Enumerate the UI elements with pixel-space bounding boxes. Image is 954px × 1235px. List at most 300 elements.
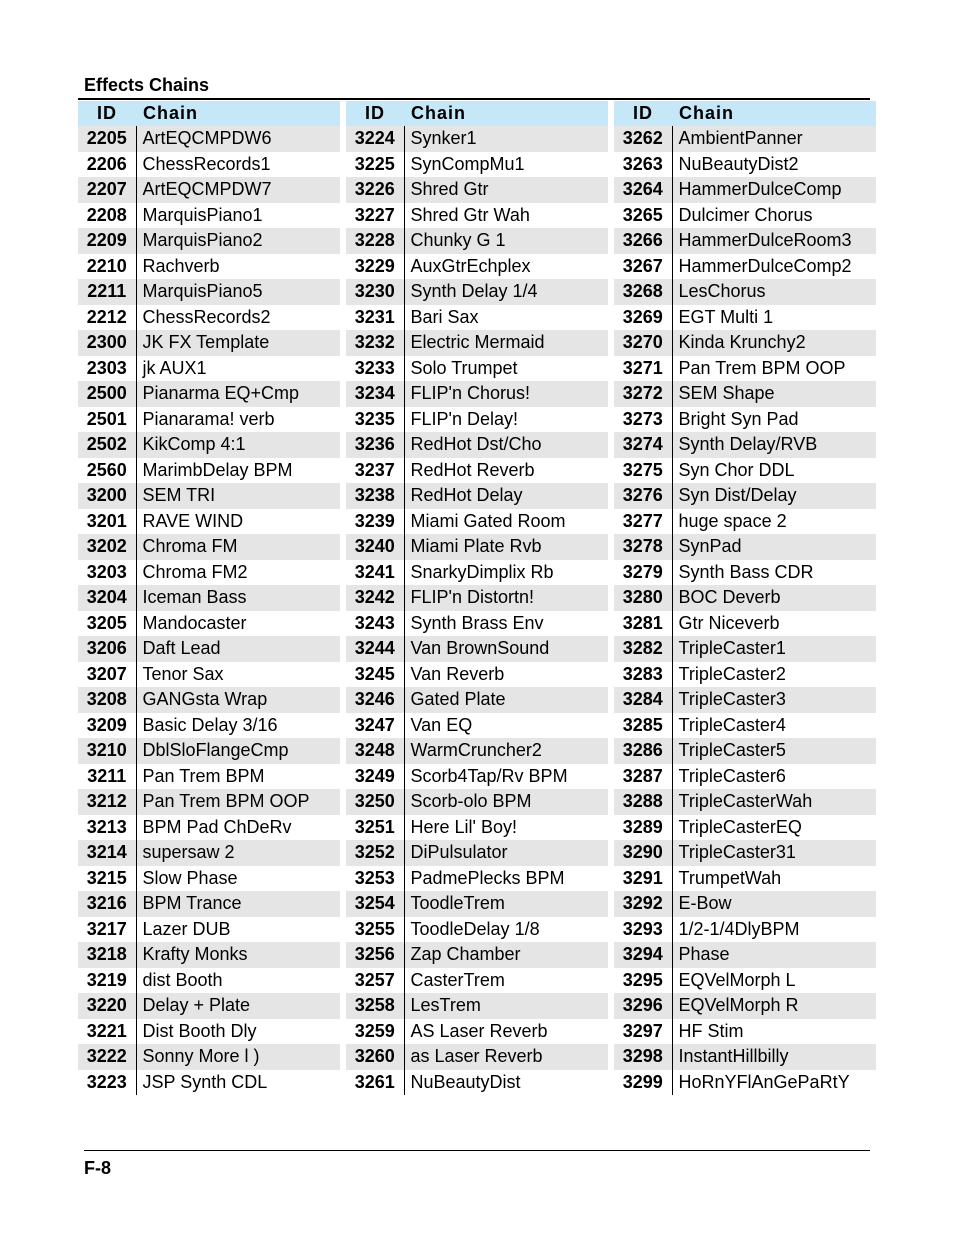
chain-name: EGT Multi 1 bbox=[672, 305, 876, 331]
chain-name: ToodleTrem bbox=[404, 891, 608, 917]
chain-id: 3284 bbox=[614, 687, 672, 713]
chain-id: 2205 bbox=[78, 126, 136, 152]
chain-name: Chroma FM bbox=[136, 534, 340, 560]
table-row bbox=[78, 534, 340, 560]
chain-name: Mandocaster bbox=[136, 611, 340, 637]
chain-id: 3213 bbox=[78, 815, 136, 841]
chain-id: 3267 bbox=[614, 254, 672, 280]
table-row bbox=[78, 789, 340, 815]
chain-name: HammerDulceRoom3 bbox=[672, 228, 876, 254]
chain-id: 3226 bbox=[346, 177, 404, 203]
chain-name: Bari Sax bbox=[404, 305, 608, 331]
table-row bbox=[346, 254, 608, 280]
chain-name: ArtEQCMPDW6 bbox=[136, 126, 340, 152]
chain-name: LesChorus bbox=[672, 279, 876, 305]
table-row bbox=[614, 254, 876, 280]
chain-name: Gtr Niceverb bbox=[672, 611, 876, 637]
table-row bbox=[614, 713, 876, 739]
table-row bbox=[78, 891, 340, 917]
chain-name: TrumpetWah bbox=[672, 866, 876, 892]
chain-name: Kinda Krunchy2 bbox=[672, 330, 876, 356]
table-row bbox=[614, 279, 876, 305]
chain-id: 3283 bbox=[614, 662, 672, 688]
chain-id: 3229 bbox=[346, 254, 404, 280]
table-row bbox=[346, 1019, 608, 1045]
chain-name: Zap Chamber bbox=[404, 942, 608, 968]
table-row bbox=[346, 866, 608, 892]
table-row bbox=[78, 968, 340, 994]
chain-id: 3205 bbox=[78, 611, 136, 637]
chain-name: MarimbDelay BPM bbox=[136, 458, 340, 484]
table-row bbox=[78, 662, 340, 688]
table-row bbox=[346, 126, 608, 152]
table-row bbox=[614, 458, 876, 484]
table-row bbox=[614, 942, 876, 968]
table-row bbox=[346, 968, 608, 994]
chain-name: PadmePlecks BPM bbox=[404, 866, 608, 892]
table-row bbox=[346, 407, 608, 433]
chain-id: 3203 bbox=[78, 560, 136, 586]
chain-id: 2208 bbox=[78, 203, 136, 229]
chain-name: HammerDulceComp2 bbox=[672, 254, 876, 280]
table-row bbox=[78, 687, 340, 713]
table-row bbox=[346, 432, 608, 458]
chain-id: 3222 bbox=[78, 1044, 136, 1070]
chain-id: 3250 bbox=[346, 789, 404, 815]
table-row bbox=[614, 560, 876, 586]
chain-id: 3236 bbox=[346, 432, 404, 458]
table-row bbox=[346, 509, 608, 535]
table-row bbox=[346, 177, 608, 203]
table-row bbox=[78, 458, 340, 484]
chain-id: 2209 bbox=[78, 228, 136, 254]
chain-header: Chain bbox=[404, 101, 608, 126]
chain-name: Dist Booth Dly bbox=[136, 1019, 340, 1045]
table-row bbox=[78, 356, 340, 382]
chain-name: Synker1 bbox=[404, 126, 608, 152]
table-row bbox=[346, 1044, 608, 1070]
table-row bbox=[78, 840, 340, 866]
chain-name: Pan Trem BPM bbox=[136, 764, 340, 790]
chain-id: 3217 bbox=[78, 917, 136, 943]
chain-name: Pianarma EQ+Cmp bbox=[136, 381, 340, 407]
chain-id: 3294 bbox=[614, 942, 672, 968]
chain-id: 3286 bbox=[614, 738, 672, 764]
table-row bbox=[78, 203, 340, 229]
table-row bbox=[346, 1070, 608, 1096]
chain-id: 3289 bbox=[614, 815, 672, 841]
table-column-2 bbox=[346, 101, 608, 1095]
chain-id: 3242 bbox=[346, 585, 404, 611]
chain-id: 3270 bbox=[614, 330, 672, 356]
chain-name: jk AUX1 bbox=[136, 356, 340, 382]
chain-id: 3237 bbox=[346, 458, 404, 484]
chain-id: 3215 bbox=[78, 866, 136, 892]
chain-id: 3299 bbox=[614, 1070, 672, 1096]
chain-id: 3251 bbox=[346, 815, 404, 841]
chain-id: 3223 bbox=[78, 1070, 136, 1096]
chain-name: Scorb4Tap/Rv BPM bbox=[404, 764, 608, 790]
chain-id: 3297 bbox=[614, 1019, 672, 1045]
chain-name: MarquisPiano1 bbox=[136, 203, 340, 229]
chain-name: E-Bow bbox=[672, 891, 876, 917]
table-row bbox=[78, 509, 340, 535]
chain-id: 3233 bbox=[346, 356, 404, 382]
chain-name: Pan Trem BPM OOP bbox=[672, 356, 876, 382]
chain-id: 3292 bbox=[614, 891, 672, 917]
chain-name: EQVelMorph R bbox=[672, 993, 876, 1019]
table-row bbox=[78, 330, 340, 356]
chain-name: ArtEQCMPDW7 bbox=[136, 177, 340, 203]
chain-name: TripleCaster4 bbox=[672, 713, 876, 739]
table-row bbox=[346, 458, 608, 484]
chain-name: Pianarama! verb bbox=[136, 407, 340, 433]
chain-id: 3228 bbox=[346, 228, 404, 254]
chain-id: 3296 bbox=[614, 993, 672, 1019]
chain-name: Slow Phase bbox=[136, 866, 340, 892]
table-row bbox=[614, 866, 876, 892]
chain-id: 3221 bbox=[78, 1019, 136, 1045]
chain-name: Synth Brass Env bbox=[404, 611, 608, 637]
table-row bbox=[346, 993, 608, 1019]
chain-id: 3211 bbox=[78, 764, 136, 790]
chain-id: 3282 bbox=[614, 636, 672, 662]
chain-name: SynCompMu1 bbox=[404, 152, 608, 178]
chain-name: SnarkyDimplix Rb bbox=[404, 560, 608, 586]
chain-id: 3288 bbox=[614, 789, 672, 815]
table-row bbox=[614, 968, 876, 994]
table-header-row bbox=[614, 101, 876, 126]
chain-name: huge space 2 bbox=[672, 509, 876, 535]
chain-id: 3265 bbox=[614, 203, 672, 229]
chain-name: 1/2-1/4DlyBPM bbox=[672, 917, 876, 943]
chain-id: 3276 bbox=[614, 483, 672, 509]
table-row bbox=[614, 840, 876, 866]
chain-name: ChessRecords1 bbox=[136, 152, 340, 178]
chain-name: GANGsta Wrap bbox=[136, 687, 340, 713]
table-row bbox=[614, 917, 876, 943]
chain-id: 3261 bbox=[346, 1070, 404, 1096]
table-row bbox=[614, 993, 876, 1019]
effects-chains-tables bbox=[78, 101, 878, 1141]
chain-id: 3220 bbox=[78, 993, 136, 1019]
chain-name: Rachverb bbox=[136, 254, 340, 280]
chain-id: 3255 bbox=[346, 917, 404, 943]
table-row bbox=[78, 126, 340, 152]
chain-name: JK FX Template bbox=[136, 330, 340, 356]
table-row bbox=[346, 636, 608, 662]
chain-name: RedHot Reverb bbox=[404, 458, 608, 484]
table-row bbox=[614, 1044, 876, 1070]
section-title: Effects Chains bbox=[84, 75, 210, 95]
chain-id: 3201 bbox=[78, 509, 136, 535]
table-row bbox=[614, 407, 876, 433]
table-header-row bbox=[78, 101, 340, 126]
table-row bbox=[614, 330, 876, 356]
table-row bbox=[614, 432, 876, 458]
chain-id: 3262 bbox=[614, 126, 672, 152]
chain-name: Syn Dist/Delay bbox=[672, 483, 876, 509]
chain-name: AS Laser Reverb bbox=[404, 1019, 608, 1045]
chain-id: 3263 bbox=[614, 152, 672, 178]
chain-id: 3214 bbox=[78, 840, 136, 866]
chain-id: 3243 bbox=[346, 611, 404, 637]
table-row bbox=[614, 636, 876, 662]
chain-name: SEM Shape bbox=[672, 381, 876, 407]
table-row bbox=[346, 203, 608, 229]
table-row bbox=[346, 789, 608, 815]
chain-name: DiPulsulator bbox=[404, 840, 608, 866]
chain-id: 3260 bbox=[346, 1044, 404, 1070]
table-row bbox=[614, 764, 876, 790]
chain-name: Krafty Monks bbox=[136, 942, 340, 968]
table-column-3 bbox=[614, 101, 876, 1095]
chain-name: TripleCaster2 bbox=[672, 662, 876, 688]
chain-name: Bright Syn Pad bbox=[672, 407, 876, 433]
chain-id: 2500 bbox=[78, 381, 136, 407]
table-row bbox=[78, 1019, 340, 1045]
table-row bbox=[346, 279, 608, 305]
chain-name: NuBeautyDist2 bbox=[672, 152, 876, 178]
table-row bbox=[78, 254, 340, 280]
chain-id: 3249 bbox=[346, 764, 404, 790]
chain-id: 3295 bbox=[614, 968, 672, 994]
chain-id: 3287 bbox=[614, 764, 672, 790]
chain-id: 2207 bbox=[78, 177, 136, 203]
chain-name: DblSloFlangeCmp bbox=[136, 738, 340, 764]
table-row bbox=[614, 177, 876, 203]
chain-name: Miami Plate Rvb bbox=[404, 534, 608, 560]
table-row bbox=[614, 611, 876, 637]
table-row bbox=[346, 330, 608, 356]
chain-name: as Laser Reverb bbox=[404, 1044, 608, 1070]
table-row bbox=[614, 228, 876, 254]
chain-id: 3257 bbox=[346, 968, 404, 994]
table-row bbox=[614, 1019, 876, 1045]
chain-name: BPM Trance bbox=[136, 891, 340, 917]
chain-id: 2502 bbox=[78, 432, 136, 458]
table-row bbox=[78, 560, 340, 586]
chain-name: Scorb-olo BPM bbox=[404, 789, 608, 815]
chain-name: SynPad bbox=[672, 534, 876, 560]
table-row bbox=[346, 942, 608, 968]
chain-id: 3254 bbox=[346, 891, 404, 917]
chain-name: dist Booth bbox=[136, 968, 340, 994]
chain-id: 3278 bbox=[614, 534, 672, 560]
chain-name: TripleCaster31 bbox=[672, 840, 876, 866]
chain-name: HammerDulceComp bbox=[672, 177, 876, 203]
chain-id: 3218 bbox=[78, 942, 136, 968]
chain-id: 3225 bbox=[346, 152, 404, 178]
table-row bbox=[346, 738, 608, 764]
chain-name: JSP Synth CDL bbox=[136, 1070, 340, 1096]
chain-id: 2212 bbox=[78, 305, 136, 331]
table-row bbox=[614, 789, 876, 815]
chain-id: 2560 bbox=[78, 458, 136, 484]
page-number: F-8 bbox=[84, 1158, 111, 1178]
chain-id: 3268 bbox=[614, 279, 672, 305]
chain-id: 3293 bbox=[614, 917, 672, 943]
header-rule bbox=[78, 98, 870, 100]
chain-name: Van Reverb bbox=[404, 662, 608, 688]
chain-table bbox=[78, 101, 340, 1095]
table-row bbox=[346, 917, 608, 943]
table-row bbox=[346, 687, 608, 713]
chain-name: Daft Lead bbox=[136, 636, 340, 662]
chain-id: 2501 bbox=[78, 407, 136, 433]
chain-id: 3274 bbox=[614, 432, 672, 458]
table-row bbox=[346, 815, 608, 841]
table-row bbox=[346, 891, 608, 917]
table-row bbox=[614, 126, 876, 152]
table-row bbox=[78, 993, 340, 1019]
chain-name: Basic Delay 3/16 bbox=[136, 713, 340, 739]
table-row bbox=[78, 866, 340, 892]
chain-name: MarquisPiano2 bbox=[136, 228, 340, 254]
chain-name: AuxGtrEchplex bbox=[404, 254, 608, 280]
table-row bbox=[614, 891, 876, 917]
chain-name: CasterTrem bbox=[404, 968, 608, 994]
chain-id: 3232 bbox=[346, 330, 404, 356]
table-row bbox=[614, 815, 876, 841]
chain-name: MarquisPiano5 bbox=[136, 279, 340, 305]
chain-name: TripleCaster1 bbox=[672, 636, 876, 662]
chain-name: KikComp 4:1 bbox=[136, 432, 340, 458]
id-header: ID bbox=[346, 101, 404, 126]
table-column-1 bbox=[78, 101, 340, 1095]
chain-id: 3281 bbox=[614, 611, 672, 637]
chain-id: 2211 bbox=[78, 279, 136, 305]
chain-name: Shred Gtr Wah bbox=[404, 203, 608, 229]
chain-name: TripleCaster6 bbox=[672, 764, 876, 790]
chain-name: Dulcimer Chorus bbox=[672, 203, 876, 229]
chain-name: TripleCaster5 bbox=[672, 738, 876, 764]
chain-id: 3266 bbox=[614, 228, 672, 254]
chain-id: 3256 bbox=[346, 942, 404, 968]
chain-id: 3285 bbox=[614, 713, 672, 739]
chain-id: 3209 bbox=[78, 713, 136, 739]
chain-name: EQVelMorph L bbox=[672, 968, 876, 994]
chain-name: HF Stim bbox=[672, 1019, 876, 1045]
table-row bbox=[78, 764, 340, 790]
chain-id: 3235 bbox=[346, 407, 404, 433]
chain-name: HoRnYFlAnGePaRtY bbox=[672, 1070, 876, 1096]
table-row bbox=[614, 305, 876, 331]
chain-name: Solo Trumpet bbox=[404, 356, 608, 382]
table-row bbox=[346, 840, 608, 866]
chain-name: SEM TRI bbox=[136, 483, 340, 509]
chain-id: 3279 bbox=[614, 560, 672, 586]
table-row bbox=[78, 636, 340, 662]
chain-id: 3224 bbox=[346, 126, 404, 152]
id-header: ID bbox=[614, 101, 672, 126]
table-row bbox=[346, 662, 608, 688]
table-row bbox=[346, 483, 608, 509]
table-row bbox=[78, 585, 340, 611]
chain-id: 3252 bbox=[346, 840, 404, 866]
chain-name: ChessRecords2 bbox=[136, 305, 340, 331]
chain-name: supersaw 2 bbox=[136, 840, 340, 866]
chain-table bbox=[346, 101, 608, 1095]
table-row bbox=[614, 152, 876, 178]
chain-id: 3241 bbox=[346, 560, 404, 586]
chain-id: 3298 bbox=[614, 1044, 672, 1070]
chain-id: 3206 bbox=[78, 636, 136, 662]
footer-rule bbox=[84, 1150, 870, 1151]
chain-id: 3202 bbox=[78, 534, 136, 560]
table-row bbox=[78, 815, 340, 841]
chain-name: FLIP'n Delay! bbox=[404, 407, 608, 433]
chain-name: TripleCasterEQ bbox=[672, 815, 876, 841]
chain-id: 3231 bbox=[346, 305, 404, 331]
chain-id: 3277 bbox=[614, 509, 672, 535]
chain-id: 3248 bbox=[346, 738, 404, 764]
chain-id: 3269 bbox=[614, 305, 672, 331]
chain-id: 3273 bbox=[614, 407, 672, 433]
chain-name: Here Lil' Boy! bbox=[404, 815, 608, 841]
chain-id: 3219 bbox=[78, 968, 136, 994]
chain-name: Delay + Plate bbox=[136, 993, 340, 1019]
table-row bbox=[614, 585, 876, 611]
table-row bbox=[78, 713, 340, 739]
chain-id: 3272 bbox=[614, 381, 672, 407]
chain-id: 3204 bbox=[78, 585, 136, 611]
chain-name: Electric Mermaid bbox=[404, 330, 608, 356]
table-row bbox=[78, 738, 340, 764]
chain-name: Chunky G 1 bbox=[404, 228, 608, 254]
chain-id: 3291 bbox=[614, 866, 672, 892]
chain-name: Synth Delay/RVB bbox=[672, 432, 876, 458]
table-row bbox=[614, 203, 876, 229]
chain-name: Synth Bass CDR bbox=[672, 560, 876, 586]
table-row bbox=[346, 764, 608, 790]
chain-name: Miami Gated Room bbox=[404, 509, 608, 535]
table-row bbox=[614, 1070, 876, 1096]
chain-name: Syn Chor DDL bbox=[672, 458, 876, 484]
chain-id: 3264 bbox=[614, 177, 672, 203]
chain-name: NuBeautyDist bbox=[404, 1070, 608, 1096]
table-row bbox=[78, 228, 340, 254]
id-header: ID bbox=[78, 101, 136, 126]
table-row bbox=[614, 534, 876, 560]
table-row bbox=[78, 917, 340, 943]
chain-name: AmbientPanner bbox=[672, 126, 876, 152]
chain-name: Sonny More l ) bbox=[136, 1044, 340, 1070]
table-row bbox=[78, 1044, 340, 1070]
table-row bbox=[78, 483, 340, 509]
table-row bbox=[346, 305, 608, 331]
table-header-row bbox=[346, 101, 608, 126]
table-row bbox=[78, 152, 340, 178]
chain-id: 3212 bbox=[78, 789, 136, 815]
chain-id: 3240 bbox=[346, 534, 404, 560]
table-row bbox=[614, 662, 876, 688]
chain-name: TripleCasterWah bbox=[672, 789, 876, 815]
chain-id: 2210 bbox=[78, 254, 136, 280]
chain-id: 2303 bbox=[78, 356, 136, 382]
table-row bbox=[346, 152, 608, 178]
chain-id: 3253 bbox=[346, 866, 404, 892]
chain-header: Chain bbox=[136, 101, 340, 126]
table-row bbox=[78, 432, 340, 458]
chain-name: Chroma FM2 bbox=[136, 560, 340, 586]
chain-id: 3275 bbox=[614, 458, 672, 484]
chain-id: 3244 bbox=[346, 636, 404, 662]
table-row bbox=[614, 356, 876, 382]
table-row bbox=[346, 585, 608, 611]
table-row bbox=[614, 738, 876, 764]
chain-id: 3245 bbox=[346, 662, 404, 688]
